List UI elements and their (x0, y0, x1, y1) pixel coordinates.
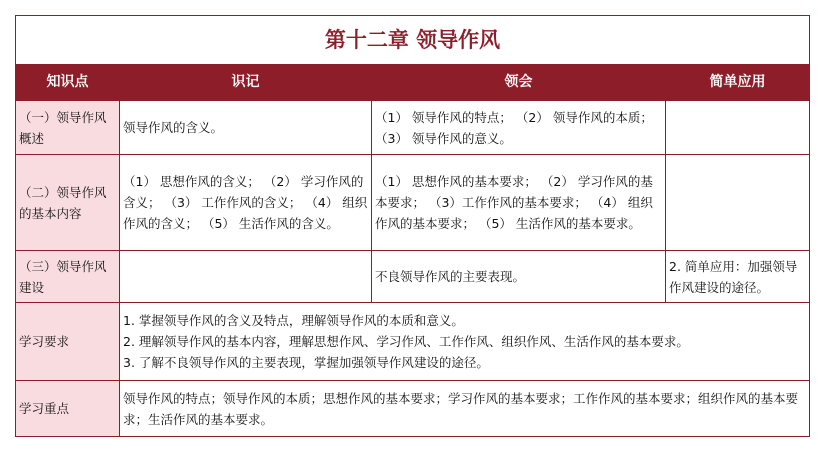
requirement-line: 3. 了解不良领导作风的主要表现，掌握加强领导作风建设的途径。 (123, 355, 489, 370)
row-label-key-points: 学习重点 (16, 381, 120, 437)
row-label-basic-content: （二）领导作风的基本内容 (16, 155, 120, 251)
cell-understand: 不良领导作风的主要表现。 (372, 251, 666, 303)
row-label-requirements: 学习要求 (16, 303, 120, 381)
header-simple-apply: 简单应用 (666, 65, 810, 101)
cell-apply (666, 155, 810, 251)
header-recall: 识记 (120, 65, 372, 101)
cell-recall: （1） 思想作风的含义； （2） 学习作风的含义； （3） 工作作风的含义； （4） 组织作风的含义； （5） 生活作风的含义。 (120, 155, 372, 251)
requirement-line: 1. 掌握领导作风的含义及特点，理解领导作风的本质和意义。 (123, 313, 464, 328)
header-row (16, 65, 810, 101)
cell-apply (666, 101, 810, 155)
cell-understand: （1） 领导作风的特点； （2） 领导作风的本质； （3） 领导作风的意义。 (372, 101, 666, 155)
table-row (16, 381, 810, 437)
row-label-overview: （一）领导作风概述 (16, 101, 120, 155)
requirement-line: 2. 理解领导作风的基本内容，理解思想作风、学习作风、工作作风、组织作风、生活作风的基本要求。 (123, 334, 689, 349)
key-points-cell: 领导作风的特点；领导作风的本质；思想作风的基本要求；学习作风的基本要求；工作作风的基本要求；组织作风的基本要求；生活作风的基本要求。 (120, 381, 810, 437)
header-understand: 领会 (372, 65, 666, 101)
cell-apply: 2. 简单应用：加强领导作风建设的途径。 (666, 251, 810, 303)
cell-recall: 领导作风的含义。 (120, 101, 372, 155)
table-row (16, 101, 810, 155)
row-label-construction: （三）领导作风建设 (16, 251, 120, 303)
chapter-title: 第十二章 领导作风 (16, 16, 810, 65)
header-knowledge-point: 知识点 (16, 65, 120, 101)
cell-recall (120, 251, 372, 303)
requirements-cell (120, 303, 810, 381)
cell-understand: （1） 思想作风的基本要求； （2） 学习作风的基本要求； （3）工作作风的基本要求； （4） 组织作风的基本要求； （5） 生活作风的基本要求。 (372, 155, 666, 251)
table-row (16, 251, 810, 303)
table-row (16, 155, 810, 251)
table-row (16, 303, 810, 381)
syllabus-table (15, 15, 810, 437)
